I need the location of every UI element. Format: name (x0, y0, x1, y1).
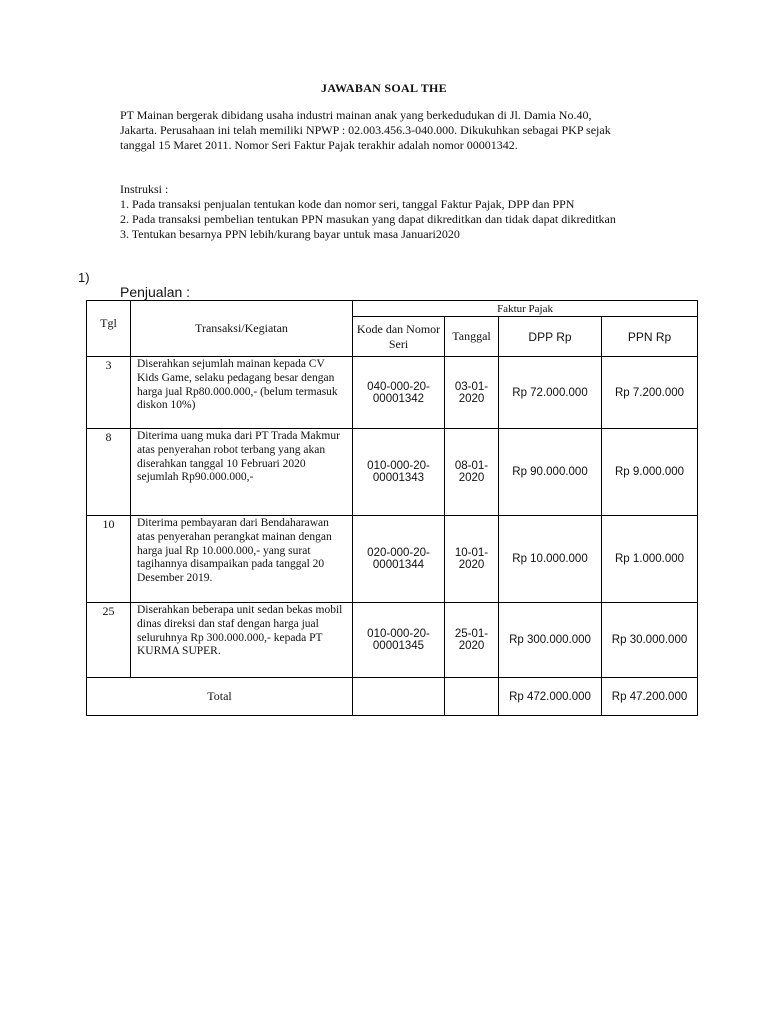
header-tgl: Tgl (87, 301, 131, 357)
row-kode: 020-000-20-00001344 (353, 516, 445, 603)
sales-table (86, 300, 698, 716)
header-tanggal: Tanggal (445, 317, 499, 357)
instructions-label: Instruksi : (120, 182, 169, 196)
row-ppn: Rp 1.000.000 (602, 516, 698, 603)
row-tanggal: 25-01-2020 (445, 603, 499, 678)
row-kode: 040-000-20-00001342 (353, 357, 445, 429)
instruction-item: 2. Pada transaksi pembelian tentukan PPN masukan yang dapat dikreditkan dan tidak dapat dikreditkan (120, 212, 616, 226)
total-empty-cell (353, 678, 445, 716)
row-ppn: Rp 9.000.000 (602, 429, 698, 516)
instruction-item: 3. Tentukan besarnya PPN lebih/kurang bayar untuk masa Januari2020 (120, 227, 460, 241)
section-number: 1) (78, 270, 90, 285)
row-dpp: Rp 72.000.000 (499, 357, 602, 429)
row-desc: Diserahkan sejumlah mainan kepada CV Kids Game, selaku pedagang besar dengan harga jual Rp80.000.000,- (belum termasuk diskon 10%) (131, 357, 353, 429)
row-tanggal: 08-01-2020 (445, 429, 499, 516)
table-row (87, 516, 698, 603)
total-label: Total (87, 678, 353, 716)
row-dpp: Rp 300.000.000 (499, 603, 602, 678)
row-tgl: 10 (87, 516, 131, 603)
table-row (87, 603, 698, 678)
document-title: JAWABAN SOAL THE (321, 81, 447, 95)
section-title: Penjualan : (120, 284, 191, 300)
row-tgl: 3 (87, 357, 131, 429)
header-faktur-pajak: Faktur Pajak (353, 301, 698, 317)
total-ppn: Rp 47.200.000 (602, 678, 698, 716)
intro-paragraph: PT Mainan bergerak dibidang usaha industri mainan anak yang berkedudukan di Jl. Damia No.40, Jakarta. Perusahaan ini telah memiliki NPWP : 02.003.456.3-040.000. Dikukuhkan sebagai PKP sejak tanggal 15 Maret 2011. Nomor Seri Faktur Pajak terakhir adalah nomor 00001342. (120, 108, 611, 152)
total-dpp: Rp 472.000.000 (499, 678, 602, 716)
header-kode: Kode dan Nomor Seri (353, 317, 445, 357)
row-desc: Diserahkan beberapa unit sedan bekas mobil dinas direksi dan staf dengan harga jual seluruhnya Rp 300.000.000,- kepada PT KURMA SUPER. (131, 603, 353, 678)
total-row (87, 678, 698, 716)
total-empty-cell (445, 678, 499, 716)
row-desc: Diterima uang muka dari PT Trada Makmur atas penyerahan robot terbang yang akan diserahkan tanggal 10 Februari 2020 sejumlah Rp90.000.000,- (131, 429, 353, 516)
header-dpp: DPP Rp (499, 317, 602, 357)
row-dpp: Rp 90.000.000 (499, 429, 602, 516)
row-tanggal: 10-01-2020 (445, 516, 499, 603)
row-ppn: Rp 7.200.000 (602, 357, 698, 429)
row-kode: 010-000-20-00001345 (353, 603, 445, 678)
row-tgl: 8 (87, 429, 131, 516)
row-ppn: Rp 30.000.000 (602, 603, 698, 678)
row-tanggal: 03-01-2020 (445, 357, 499, 429)
header-ppn: PPN Rp (602, 317, 698, 357)
instruction-item: 1. Pada transaksi penjualan tentukan kode dan nomor seri, tanggal Faktur Pajak, DPP dan PPN (120, 197, 575, 211)
instructions-block (120, 182, 620, 242)
table-row (87, 357, 698, 429)
row-desc: Diterima pembayaran dari Bendaharawan atas penyerahan perangkat mainan dengan harga jual Rp 10.000.000,- yang surat tagihannya disampaikan pada tanggal 20 Desember 2019. (131, 516, 353, 603)
row-kode: 010-000-20-00001343 (353, 429, 445, 516)
row-tgl: 25 (87, 603, 131, 678)
row-dpp: Rp 10.000.000 (499, 516, 602, 603)
header-transaksi: Transaksi/Kegiatan (131, 301, 353, 357)
table-row (87, 429, 698, 516)
